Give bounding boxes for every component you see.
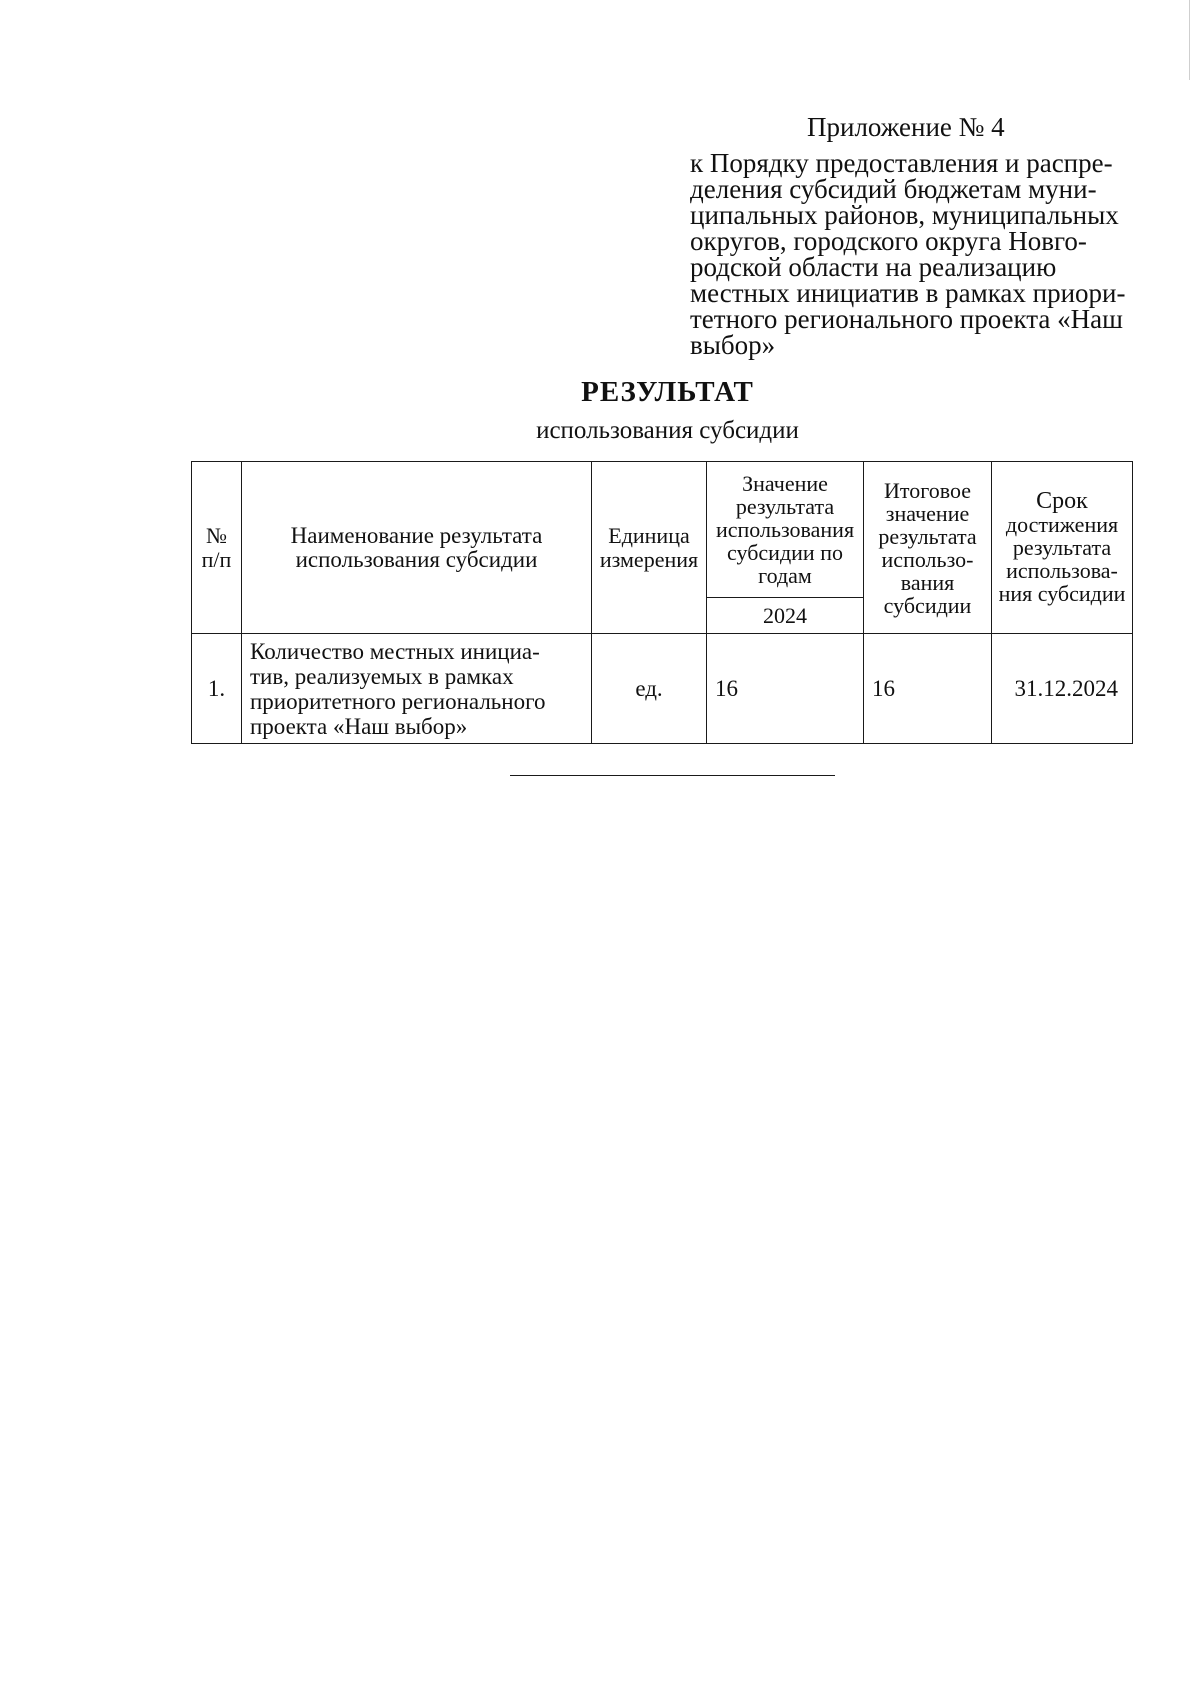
header-name: Наименование результата использования субсидии bbox=[242, 462, 592, 634]
annex-line: выбор» bbox=[690, 330, 776, 360]
table-header-row bbox=[192, 462, 1133, 598]
end-divider bbox=[510, 775, 835, 776]
document-subtitle: использования субсидии bbox=[536, 417, 799, 444]
annex-label: Приложение № 4 bbox=[807, 112, 1005, 142]
row-value: 16 bbox=[707, 634, 864, 744]
row-deadline: 31.12.2024 bbox=[992, 634, 1133, 744]
annex-line: местных инициатив в рамках приори- bbox=[690, 278, 1126, 308]
results-table bbox=[191, 461, 1133, 744]
header-unit: Единица измерения bbox=[592, 462, 707, 634]
annex-line: ципальных районов, муниципальных bbox=[690, 200, 1119, 230]
row-unit: ед. bbox=[592, 634, 707, 744]
annex-description bbox=[690, 150, 1135, 358]
table-row bbox=[192, 634, 1133, 744]
header-value-year: 2024 bbox=[707, 598, 864, 634]
header-final: Итоговое значение результата использо- вания субсидии bbox=[864, 462, 992, 634]
document-title: РЕЗУЛЬТАТ bbox=[581, 376, 754, 408]
annex-line: тетного регионального проекта «Наш bbox=[690, 304, 1123, 334]
annex-line: родской области на реализацию bbox=[690, 252, 1057, 282]
annex-line: округов, городского округа Новго- bbox=[690, 226, 1087, 256]
header-value: Значение результата использования субсидии по годам bbox=[707, 462, 864, 598]
annex-line: деления субсидий бюджетам муни- bbox=[690, 174, 1097, 204]
header-num: № п/п bbox=[192, 462, 242, 634]
scan-edge-mark bbox=[1189, 0, 1190, 80]
annex-line: к Порядку предоставления и распре- bbox=[690, 148, 1113, 178]
row-num: 1. bbox=[192, 634, 242, 744]
row-final: 16 bbox=[864, 634, 992, 744]
header-deadline: Срок достижения результата использова- ния субсидии bbox=[992, 462, 1133, 634]
row-name: Количество местных инициа- тив, реализуемых в рамках приоритетного регионального проекта «Наш выбор» bbox=[242, 634, 592, 744]
